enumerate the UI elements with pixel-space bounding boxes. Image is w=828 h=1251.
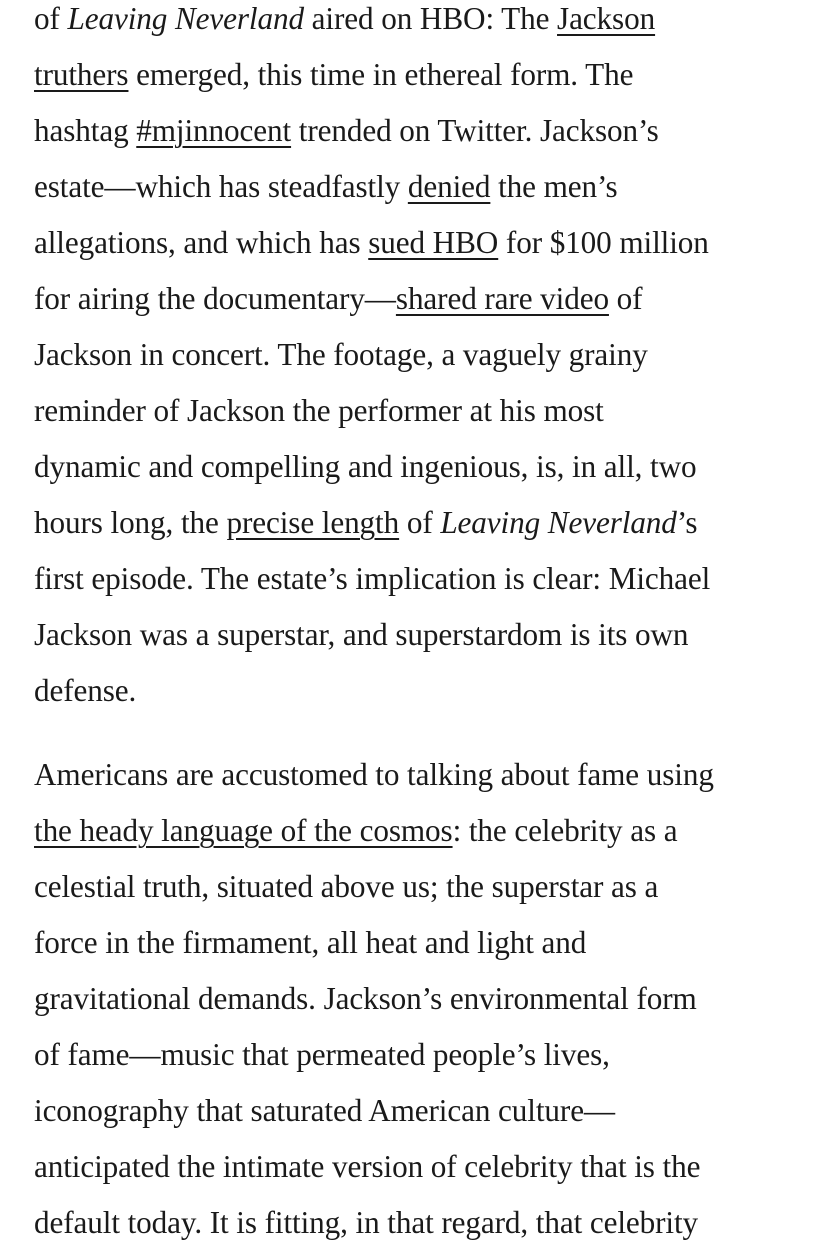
text-run: emerged, this time in ethereal form. The xyxy=(128,57,634,92)
text-run: gravitational demands. Jackson’s environmental form xyxy=(34,981,697,1016)
text-run: celestial truth, situated above us; the superstar as a xyxy=(34,869,659,904)
text-run: reminder of Jackson the performer at his most xyxy=(34,393,604,428)
article-link[interactable]: #mjinnocent xyxy=(136,113,292,148)
text-line xyxy=(34,551,828,607)
article-link[interactable]: sued HBO xyxy=(368,225,499,260)
text-run: aired on HBO: The xyxy=(303,1,558,36)
text-run: default today. It is fitting, in that regard, that celebrity xyxy=(34,1205,699,1240)
paragraph-gap xyxy=(34,719,828,747)
text-line xyxy=(34,803,828,859)
text-line xyxy=(34,159,828,215)
text-run: dynamic and compelling and ingenious, is, in all, two xyxy=(34,449,697,484)
text-line xyxy=(34,47,828,103)
text-line xyxy=(34,383,828,439)
text-run: first episode. The estate’s implication is clear: Michael xyxy=(34,561,711,596)
text-run: for $100 million xyxy=(498,225,709,260)
article-link[interactable]: Jackson xyxy=(557,1,656,36)
text-run: Jackson was a superstar, and superstardom is its own xyxy=(34,617,689,652)
text-run: defense. xyxy=(34,673,137,708)
text-run: anticipated the intimate version of celebrity that is the xyxy=(34,1149,701,1184)
text-line xyxy=(34,1083,828,1139)
article-body xyxy=(34,0,828,1251)
text-line xyxy=(34,971,828,1027)
text-line xyxy=(34,0,828,47)
text-run: Americans are accustomed to talking about fame using xyxy=(34,757,714,792)
text-run: for airing the documentary— xyxy=(34,281,396,316)
text-run: the men’s xyxy=(490,169,618,204)
italic-title: Leaving Neverland xyxy=(67,1,304,36)
text-run: of fame—music that permeated people’s lives, xyxy=(34,1037,610,1072)
text-line xyxy=(34,607,828,663)
article-link[interactable]: precise length xyxy=(226,505,400,540)
text-line xyxy=(34,215,828,271)
text-line xyxy=(34,915,828,971)
text-run: estate—which has steadfastly xyxy=(34,169,408,204)
italic-title: Leaving Neverland xyxy=(440,505,677,540)
text-line xyxy=(34,663,828,719)
text-line xyxy=(34,327,828,383)
paragraph xyxy=(34,747,828,1251)
text-line xyxy=(34,1139,828,1195)
text-run: trended on Twitter. Jackson’s xyxy=(291,113,659,148)
article-link[interactable]: truthers xyxy=(34,57,129,92)
text-line xyxy=(34,439,828,495)
text-line xyxy=(34,1195,828,1251)
text-run: iconography that saturated American culture— xyxy=(34,1093,616,1128)
text-run: hours long, the xyxy=(34,505,227,540)
text-line xyxy=(34,859,828,915)
text-run: of xyxy=(608,281,643,316)
text-line xyxy=(34,495,828,551)
text-run: : the celebrity as a xyxy=(452,813,678,848)
text-run: ’s xyxy=(676,505,698,540)
article-link[interactable]: shared rare video xyxy=(395,281,609,316)
article-link[interactable]: the heady language of the cosmos xyxy=(34,813,453,848)
text-line xyxy=(34,747,828,803)
text-run: force in the firmament, all heat and light and xyxy=(34,925,587,960)
paragraph xyxy=(34,0,828,719)
text-run: allegations, and which has xyxy=(34,225,369,260)
text-run: of xyxy=(34,1,68,36)
text-run: hashtag xyxy=(34,113,137,148)
text-line xyxy=(34,1027,828,1083)
text-line xyxy=(34,103,828,159)
text-run: of xyxy=(399,505,441,540)
text-run: Jackson in concert. The footage, a vaguely grainy xyxy=(34,337,648,372)
text-line xyxy=(34,271,828,327)
article-link[interactable]: denied xyxy=(407,169,491,204)
